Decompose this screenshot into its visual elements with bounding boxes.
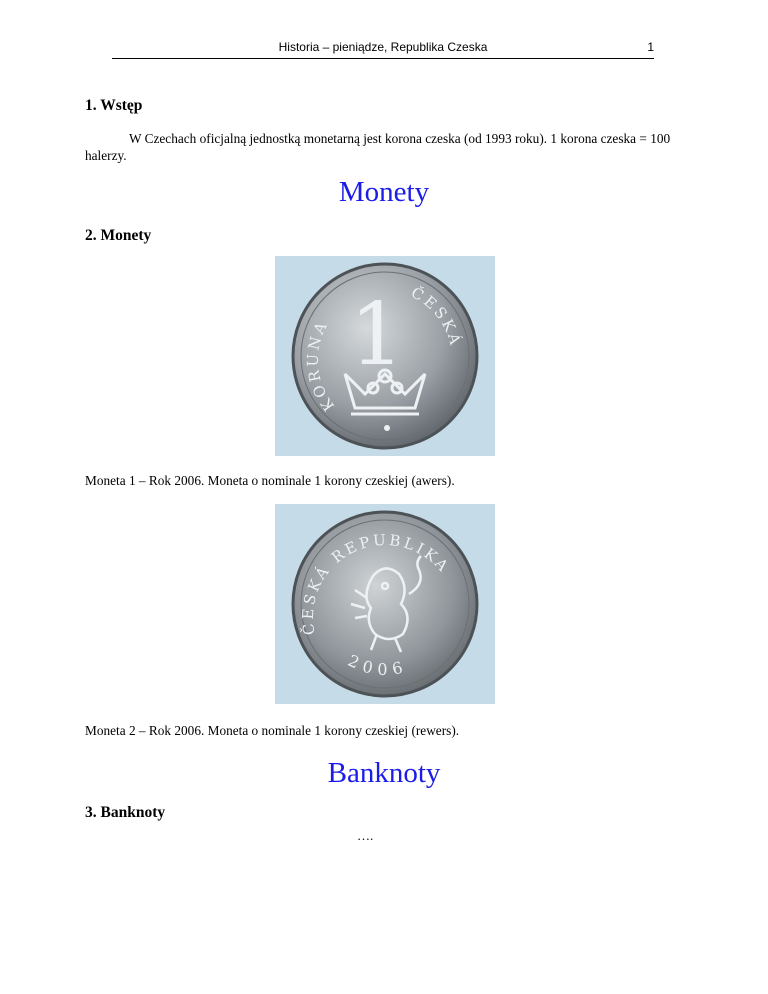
banknotes-placeholder: ….: [357, 828, 374, 843]
coin-2-photo: [275, 504, 495, 704]
coin-2-caption: Moneta 2 – Rok 2006. Moneta o nominale 1 korony czeskiej (rewers).: [85, 723, 460, 738]
banknotes-section-title: Banknoty: [327, 757, 441, 789]
coin-2-year: 2006: [345, 650, 411, 679]
page-header: [112, 38, 654, 59]
header-title: Historia – pieniądze, Republika Czeska: [278, 40, 488, 54]
coins-section-title: Monety: [338, 176, 430, 208]
page-number: 1: [647, 40, 654, 54]
intro-heading: 1. Wstęp: [85, 97, 143, 114]
intro-paragraph: W Czechach oficjalną jednostką monetarną jest korona czeska (od 1993 roku). 1 korona czeska = 100 halerzy.: [85, 131, 671, 163]
coin-1-image: [285, 256, 485, 456]
coin-2-top-text: ČESKÁ REPUBLIKA: [298, 530, 454, 637]
coin-1-caption: Moneta 1 – Rok 2006. Moneta o nominale 1 korony czeskiej (awers).: [85, 473, 455, 488]
coin-2-image: [285, 504, 485, 704]
coin-1-left-text: KORUNA: [303, 316, 339, 415]
coins-heading: 2. Monety: [85, 227, 152, 244]
banknotes-heading: 3. Banknoty: [85, 804, 166, 821]
coin-1-photo: [275, 256, 495, 456]
coin-1-right-text: ČESKÁ: [408, 283, 465, 350]
coin-1-denomination: 1: [349, 285, 405, 385]
